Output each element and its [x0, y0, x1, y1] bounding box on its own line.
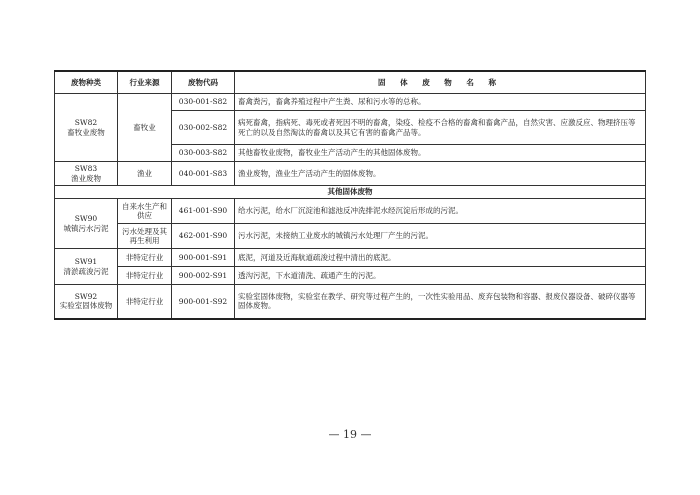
- category-code: SW83: [74, 164, 98, 174]
- waste-catalog-table: [54, 70, 646, 320]
- table-header-row: [55, 71, 646, 94]
- section-row: [55, 186, 646, 199]
- industry-cell: 渔业: [118, 162, 172, 186]
- industry-cell: 畜牧业: [118, 94, 172, 162]
- header-waste-name: 固 体 废 物 名 称: [235, 71, 646, 94]
- header-industry-source: 行业来源: [118, 71, 172, 94]
- category-name: 城镇污水污泥: [63, 223, 109, 233]
- description-cell: 病死畜禽，指病死、毒死或者死因不明的畜禽，染疫、检疫不合格的畜禽和畜禽产品，自然灾害、应激反应、物理挤压等死亡的以及自然淘汰的畜禽以及其它有害的畜禽产品等。: [235, 111, 646, 145]
- industry-cell: 非特定行业: [118, 267, 172, 285]
- category-code: SW92: [74, 291, 98, 301]
- category-name: 实验室固体废物: [59, 301, 113, 311]
- table-row: [55, 267, 646, 285]
- waste-code-cell: 900-002-S91: [172, 267, 235, 285]
- description-cell: 其他畜牧业废物，畜牧业生产活动产生的其他固体废物。: [235, 145, 646, 162]
- description-cell: 渔业废物，渔业生产活动产生的固体废物。: [235, 162, 646, 186]
- category-name: 清淤疏浚污泥: [63, 266, 109, 276]
- description-cell: 实验室固体废物，实验室在教学、研究等过程产生的，一次性实验用品、废弃包装物和容器、报废仪器设备、破碎仪器等固体废物。: [235, 285, 646, 319]
- category-name: 渔业废物: [71, 173, 101, 183]
- category-code: SW90: [74, 214, 98, 224]
- table-row: [55, 94, 646, 111]
- table-row: [55, 199, 646, 224]
- category-cell-sw90: [55, 199, 118, 249]
- table-row: [55, 162, 646, 186]
- category-code: SW82: [74, 118, 98, 128]
- category-code: SW91: [74, 257, 98, 267]
- header-waste-category: 废物种类: [55, 71, 118, 94]
- description-cell: 给水污泥，给水厂沉淀池和滤池反冲洗排泥水经沉淀后形成的污泥。: [235, 199, 646, 224]
- description-cell: 污水污泥，未接纳工业废水的城镇污水处理厂产生的污泥。: [235, 224, 646, 249]
- industry-cell: 非特定行业: [118, 249, 172, 267]
- waste-code-cell: 462-001-S90: [172, 224, 235, 249]
- waste-code-cell: 040-001-S83: [172, 162, 235, 186]
- waste-code-cell: 900-001-S91: [172, 249, 235, 267]
- description-cell: 透沟污泥，下水道清洗、疏通产生的污泥。: [235, 267, 646, 285]
- waste-code-cell: 030-003-S82: [172, 145, 235, 162]
- category-cell-sw91: [55, 249, 118, 285]
- category-cell-sw82: [55, 94, 118, 162]
- waste-code-cell: 030-002-S82: [172, 111, 235, 145]
- description-cell: 畜禽粪污，畜禽养殖过程中产生粪、尿和污水等的总称。: [235, 94, 646, 111]
- description-cell: 底泥，河道及近海航道疏浚过程中清出的底泥。: [235, 249, 646, 267]
- category-cell-sw83: [55, 162, 118, 186]
- category-cell-sw92: [55, 285, 118, 319]
- industry-cell: 污水处理及其再生利用: [118, 224, 172, 249]
- category-name: 畜牧业废物: [67, 127, 105, 137]
- industry-cell: 自来水生产和供应: [118, 199, 172, 224]
- header-waste-code: 废物代码: [172, 71, 235, 94]
- section-title: 其他固体废物: [55, 186, 646, 199]
- table-row: [55, 285, 646, 319]
- page-number: — 19 —: [328, 428, 372, 441]
- waste-code-cell: 461-001-S90: [172, 199, 235, 224]
- waste-code-cell: 030-001-S82: [172, 94, 235, 111]
- waste-code-cell: 900-001-S92: [172, 285, 235, 319]
- industry-cell: 非特定行业: [118, 285, 172, 319]
- table-row: [55, 249, 646, 267]
- table-row: [55, 224, 646, 249]
